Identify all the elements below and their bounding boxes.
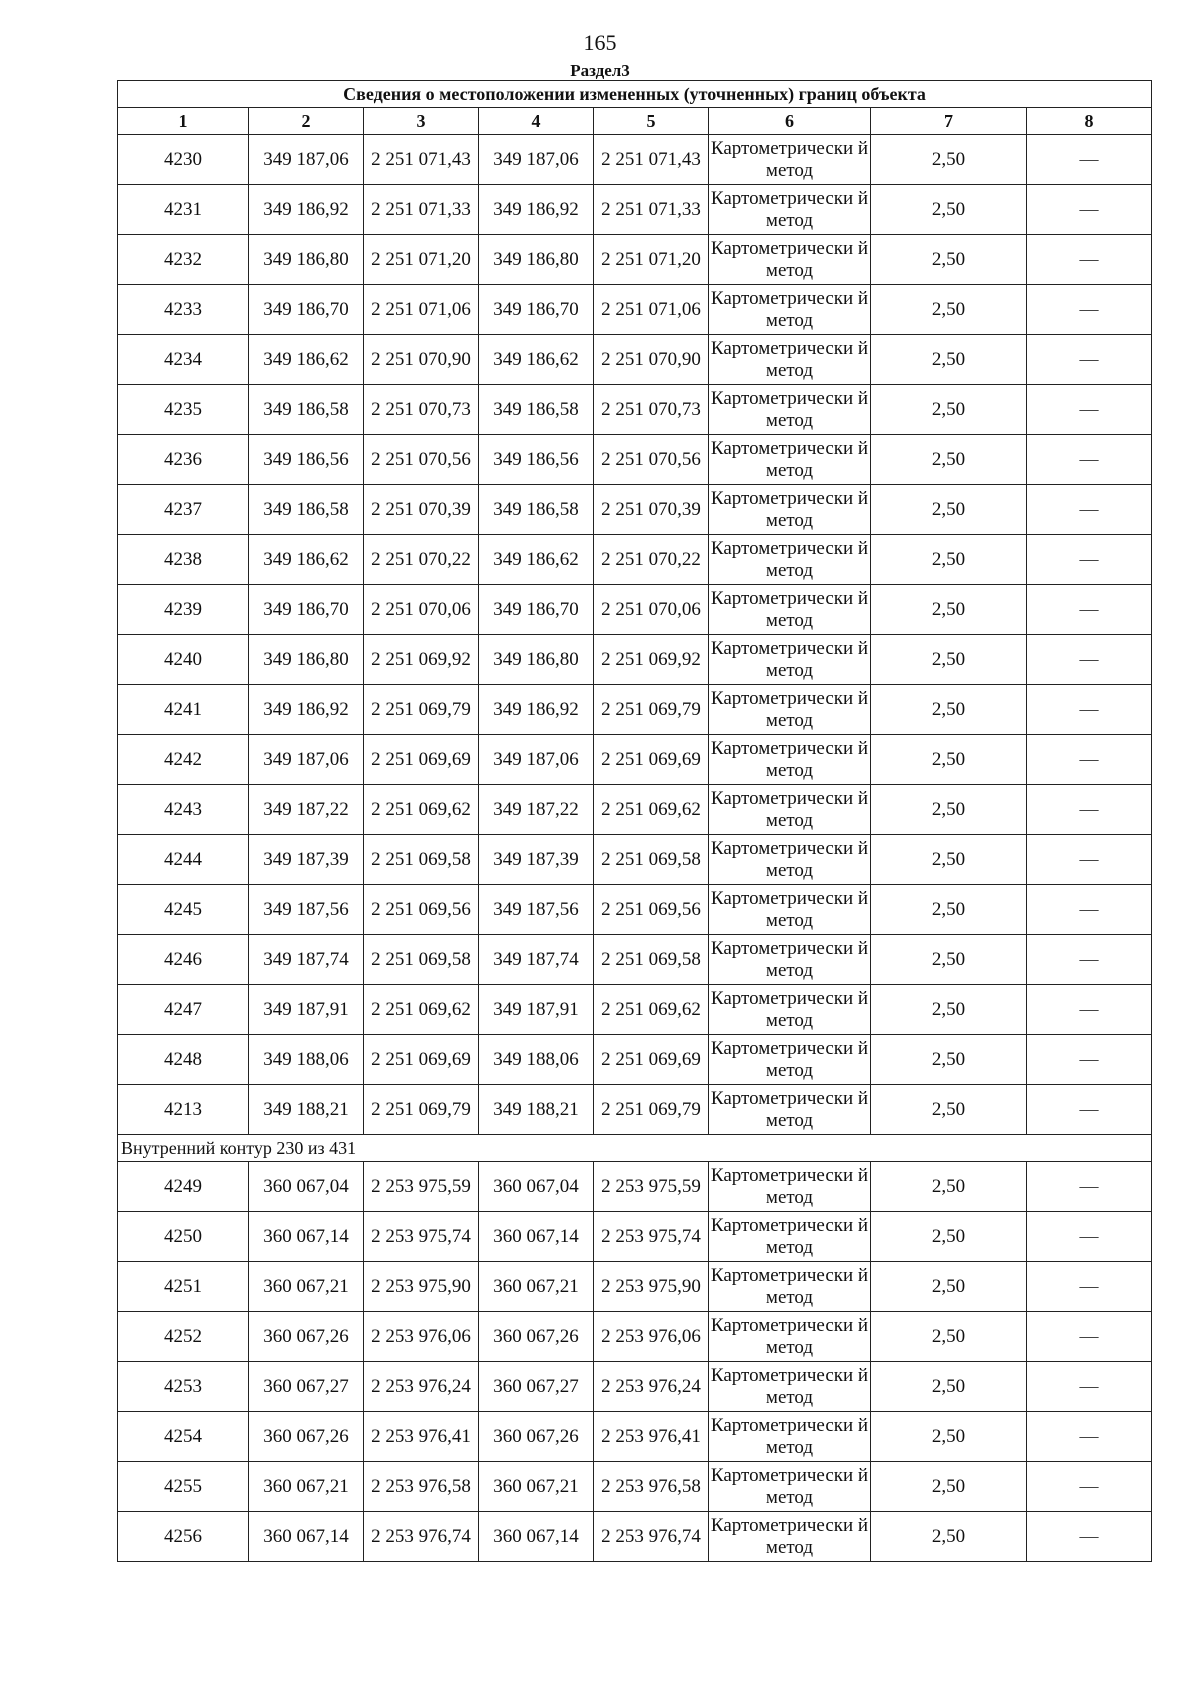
- table-cell-col-1: 4232: [118, 235, 249, 285]
- table-cell-col-8: —: [1027, 935, 1152, 985]
- table-cell-col-4: 360 067,14: [479, 1212, 594, 1262]
- table-cell-col-7: 2,50: [871, 135, 1027, 185]
- table-cell-col-6: Картометрически й метод: [709, 335, 871, 385]
- table-cell-col-6: Картометрически й метод: [709, 1162, 871, 1212]
- table-cell-col-4: 349 186,80: [479, 235, 594, 285]
- table-cell-col-8: —: [1027, 1085, 1152, 1135]
- table-cell-col-8: —: [1027, 885, 1152, 935]
- table-cell-col-3: 2 251 069,56: [364, 885, 479, 935]
- table-cell-col-4: 349 186,80: [479, 635, 594, 685]
- table-cell-col-3: 2 253 975,74: [364, 1212, 479, 1262]
- table-cell-col-5: 2 251 069,69: [594, 735, 709, 785]
- table-cell-col-6: Картометрически й метод: [709, 585, 871, 635]
- table-cell-col-1: 4237: [118, 485, 249, 535]
- table-cell-col-7: 2,50: [871, 635, 1027, 685]
- table-cell-col-7: 2,50: [871, 935, 1027, 985]
- table-cell-col-5: 2 251 070,06: [594, 585, 709, 635]
- table-cell-col-2: 349 187,39: [249, 835, 364, 885]
- table-cell-col-2: 349 186,58: [249, 385, 364, 435]
- table-cell-col-6: Картометрически й метод: [709, 1035, 871, 1085]
- table-row: [118, 1085, 1152, 1135]
- table-cell-col-6: Картометрически й метод: [709, 935, 871, 985]
- table-cell-col-4: 349 186,92: [479, 685, 594, 735]
- table-cell-col-4: 349 187,56: [479, 885, 594, 935]
- table-cell-col-1: 4253: [118, 1362, 249, 1412]
- table-cell-col-5: 2 253 975,74: [594, 1212, 709, 1262]
- table-cell-col-2: 349 186,58: [249, 485, 364, 535]
- table-cell-col-3: 2 253 976,06: [364, 1312, 479, 1362]
- table-cell-col-5: 2 251 070,56: [594, 435, 709, 485]
- table-cell-col-2: 349 186,80: [249, 235, 364, 285]
- table-cell-col-4: 349 186,62: [479, 335, 594, 385]
- table-cell-col-6: Картометрически й метод: [709, 1462, 871, 1512]
- table-cell-col-4: 349 188,21: [479, 1085, 594, 1135]
- table-cell-col-3: 2 251 071,20: [364, 235, 479, 285]
- table-row: [118, 185, 1152, 235]
- table-cell-col-5: 2 253 976,74: [594, 1512, 709, 1562]
- table-cell-col-3: 2 251 069,62: [364, 785, 479, 835]
- table-cell-col-1: 4249: [118, 1162, 249, 1212]
- table-cell-col-4: 360 067,21: [479, 1462, 594, 1512]
- table-cell-col-7: 2,50: [871, 1212, 1027, 1262]
- table-cell-col-5: 2 251 069,92: [594, 635, 709, 685]
- table-cell-col-1: 4243: [118, 785, 249, 835]
- table-cell-col-1: 4247: [118, 985, 249, 1035]
- table-cell-col-8: —: [1027, 835, 1152, 885]
- table-cell-col-7: 2,50: [871, 985, 1027, 1035]
- table-cell-col-7: 2,50: [871, 1312, 1027, 1362]
- table-row: [118, 1312, 1152, 1362]
- contour-label: Внутренний контур 230 из 431: [118, 1135, 1152, 1162]
- table-row: [118, 1262, 1152, 1312]
- table-cell-col-5: 2 253 976,41: [594, 1412, 709, 1462]
- table-cell-col-4: 349 186,62: [479, 535, 594, 585]
- table-cell-col-4: 349 186,58: [479, 485, 594, 535]
- table-row: [118, 285, 1152, 335]
- table-cell-col-3: 2 251 069,92: [364, 635, 479, 685]
- table-row: [118, 635, 1152, 685]
- table-cell-col-2: 349 186,80: [249, 635, 364, 685]
- table-row: [118, 1035, 1152, 1085]
- table-row: [118, 785, 1152, 835]
- table-cell-col-6: Картометрически й метод: [709, 385, 871, 435]
- table-cell-col-6: Картометрически й метод: [709, 835, 871, 885]
- table-cell-col-8: —: [1027, 1512, 1152, 1562]
- table-cell-col-4: 349 187,91: [479, 985, 594, 1035]
- table-cell-col-8: —: [1027, 285, 1152, 335]
- table-cell-col-3: 2 251 070,06: [364, 585, 479, 635]
- table-cell-col-8: —: [1027, 1262, 1152, 1312]
- table-cell-col-3: 2 253 975,90: [364, 1262, 479, 1312]
- table-row: [118, 585, 1152, 635]
- table-cell-col-5: 2 251 071,06: [594, 285, 709, 335]
- table-cell-col-1: 4234: [118, 335, 249, 385]
- table-cell-col-7: 2,50: [871, 735, 1027, 785]
- table-cell-col-4: 349 187,22: [479, 785, 594, 835]
- table-cell-col-2: 360 067,14: [249, 1512, 364, 1562]
- table-cell-col-1: 4230: [118, 135, 249, 185]
- table-cell-col-4: 360 067,27: [479, 1362, 594, 1412]
- table-cell-col-8: —: [1027, 585, 1152, 635]
- table-cell-col-2: 360 067,27: [249, 1362, 364, 1412]
- table-cell-col-1: 4255: [118, 1462, 249, 1512]
- table-cell-col-4: 349 188,06: [479, 1035, 594, 1085]
- table-cell-col-2: 360 067,14: [249, 1212, 364, 1262]
- table-cell-col-6: Картометрически й метод: [709, 735, 871, 785]
- table-cell-col-6: Картометрически й метод: [709, 535, 871, 585]
- table-cell-col-5: 2 251 070,22: [594, 535, 709, 585]
- table-cell-col-2: 349 186,92: [249, 685, 364, 735]
- table-cell-col-3: 2 251 071,06: [364, 285, 479, 335]
- table-cell-col-3: 2 253 975,59: [364, 1162, 479, 1212]
- table-row: [118, 735, 1152, 785]
- column-header-5: 5: [594, 108, 709, 135]
- column-header-6: 6: [709, 108, 871, 135]
- table-cell-col-8: —: [1027, 685, 1152, 735]
- table-cell-col-1: 4235: [118, 385, 249, 435]
- table-row: [118, 535, 1152, 585]
- table-cell-col-5: 2 253 975,90: [594, 1262, 709, 1312]
- table-cell-col-5: 2 251 071,43: [594, 135, 709, 185]
- rows-group-b: [118, 1162, 1152, 1562]
- table-cell-col-6: Картометрически й метод: [709, 635, 871, 685]
- table-cell-col-1: 4238: [118, 535, 249, 585]
- table-cell-col-1: 4254: [118, 1412, 249, 1462]
- table-row: [118, 835, 1152, 885]
- table-cell-col-2: 360 067,26: [249, 1412, 364, 1462]
- table-cell-col-4: 349 187,06: [479, 735, 594, 785]
- table-row: [118, 1162, 1152, 1212]
- rows-group-a: [118, 135, 1152, 1135]
- table-cell-col-2: 349 186,56: [249, 435, 364, 485]
- table-cell-col-8: —: [1027, 1312, 1152, 1362]
- table-cell-col-3: 2 251 069,58: [364, 835, 479, 885]
- table-cell-col-6: Картометрически й метод: [709, 1262, 871, 1312]
- table-cell-col-4: 349 186,92: [479, 185, 594, 235]
- table-cell-col-1: 4256: [118, 1512, 249, 1562]
- table-cell-col-7: 2,50: [871, 1162, 1027, 1212]
- table-cell-col-1: 4251: [118, 1262, 249, 1312]
- table-cell-col-1: 4248: [118, 1035, 249, 1085]
- table-cell-col-6: Картометрически й метод: [709, 1312, 871, 1362]
- table-row: [118, 1512, 1152, 1562]
- table-cell-col-4: 360 067,26: [479, 1412, 594, 1462]
- table-cell-col-6: Картометрически й метод: [709, 435, 871, 485]
- table-cell-col-5: 2 251 070,39: [594, 485, 709, 535]
- table-cell-col-4: 349 186,70: [479, 285, 594, 335]
- table-cell-col-6: Картометрически й метод: [709, 1085, 871, 1135]
- table-cell-col-2: 349 186,92: [249, 185, 364, 235]
- table-cell-col-2: 349 187,56: [249, 885, 364, 935]
- table-cell-col-2: 349 187,91: [249, 985, 364, 1035]
- table-cell-col-7: 2,50: [871, 1512, 1027, 1562]
- table-cell-col-7: 2,50: [871, 785, 1027, 835]
- table-cell-col-7: 2,50: [871, 335, 1027, 385]
- table-cell-col-2: 349 188,06: [249, 1035, 364, 1085]
- table-cell-col-7: 2,50: [871, 435, 1027, 485]
- table-cell-col-7: 2,50: [871, 1035, 1027, 1085]
- table-cell-col-8: —: [1027, 1412, 1152, 1462]
- table-cell-col-7: 2,50: [871, 185, 1027, 235]
- table-cell-col-4: 349 187,74: [479, 935, 594, 985]
- table-cell-col-6: Картометрически й метод: [709, 885, 871, 935]
- table-cell-col-1: 4213: [118, 1085, 249, 1135]
- table-cell-col-8: —: [1027, 435, 1152, 485]
- table-cell-col-4: 349 187,06: [479, 135, 594, 185]
- table-cell-col-5: 2 251 069,62: [594, 985, 709, 1035]
- table-cell-col-7: 2,50: [871, 385, 1027, 435]
- table-cell-col-2: 360 067,21: [249, 1262, 364, 1312]
- table-cell-col-3: 2 251 071,43: [364, 135, 479, 185]
- table-cell-col-5: 2 251 069,69: [594, 1035, 709, 1085]
- table-caption: Сведения о местоположении измененных (уточненных) границ объекта: [118, 81, 1152, 108]
- table-cell-col-7: 2,50: [871, 1462, 1027, 1512]
- table-cell-col-3: 2 251 070,73: [364, 385, 479, 435]
- table-cell-col-4: 349 186,58: [479, 385, 594, 435]
- table-cell-col-8: —: [1027, 335, 1152, 385]
- table-cell-col-3: 2 251 069,69: [364, 735, 479, 785]
- table-cell-col-1: 4242: [118, 735, 249, 785]
- table-cell-col-7: 2,50: [871, 1085, 1027, 1135]
- table-cell-col-7: 2,50: [871, 1262, 1027, 1312]
- table-cell-col-6: Картометрически й метод: [709, 135, 871, 185]
- table-cell-col-3: 2 251 071,33: [364, 185, 479, 235]
- table-cell-col-5: 2 251 070,90: [594, 335, 709, 385]
- table-row: [118, 685, 1152, 735]
- table-cell-col-2: 360 067,26: [249, 1312, 364, 1362]
- column-header-3: 3: [364, 108, 479, 135]
- table-cell-col-7: 2,50: [871, 485, 1027, 535]
- table-cell-col-3: 2 251 070,22: [364, 535, 479, 585]
- table-cell-col-5: 2 251 071,33: [594, 185, 709, 235]
- boundary-table: [117, 80, 1152, 1562]
- table-cell-col-3: 2 253 976,58: [364, 1462, 479, 1512]
- table-cell-col-8: —: [1027, 135, 1152, 185]
- table-cell-col-6: Картометрически й метод: [709, 785, 871, 835]
- table-cell-col-7: 2,50: [871, 1412, 1027, 1462]
- table-cell-col-1: 4246: [118, 935, 249, 985]
- table-cell-col-5: 2 253 976,06: [594, 1312, 709, 1362]
- table-cell-col-3: 2 251 070,39: [364, 485, 479, 535]
- table-cell-col-1: 4252: [118, 1312, 249, 1362]
- table-row: [118, 335, 1152, 385]
- table-cell-col-3: 2 251 070,90: [364, 335, 479, 385]
- table-cell-col-3: 2 253 976,24: [364, 1362, 479, 1412]
- table-cell-col-5: 2 251 069,56: [594, 885, 709, 935]
- table-row: [118, 1412, 1152, 1462]
- table-row: [118, 1212, 1152, 1262]
- table-cell-col-2: 360 067,21: [249, 1462, 364, 1512]
- table-cell-col-2: 349 186,70: [249, 285, 364, 335]
- column-header-1: 1: [118, 108, 249, 135]
- table-row: [118, 935, 1152, 985]
- table-cell-col-2: 349 188,21: [249, 1085, 364, 1135]
- table-cell-col-5: 2 251 071,20: [594, 235, 709, 285]
- table-cell-col-1: 4245: [118, 885, 249, 935]
- column-header-8: 8: [1027, 108, 1152, 135]
- table-cell-col-3: 2 251 069,69: [364, 1035, 479, 1085]
- table-cell-col-1: 4240: [118, 635, 249, 685]
- table-cell-col-6: Картометрически й метод: [709, 1362, 871, 1412]
- table-cell-col-7: 2,50: [871, 885, 1027, 935]
- table-cell-col-8: —: [1027, 1212, 1152, 1262]
- table-row: [118, 985, 1152, 1035]
- table-cell-col-1: 4231: [118, 185, 249, 235]
- table-cell-col-6: Картометрически й метод: [709, 235, 871, 285]
- table-cell-col-2: 349 186,62: [249, 335, 364, 385]
- table-cell-col-8: —: [1027, 985, 1152, 1035]
- table-cell-col-3: 2 251 070,56: [364, 435, 479, 485]
- table-cell-col-6: Картометрически й метод: [709, 485, 871, 535]
- table-cell-col-6: Картометрически й метод: [709, 685, 871, 735]
- table-cell-col-6: Картометрически й метод: [709, 285, 871, 335]
- table-cell-col-5: 2 251 069,62: [594, 785, 709, 835]
- table-cell-col-5: 2 251 070,73: [594, 385, 709, 435]
- table-cell-col-6: Картометрически й метод: [709, 985, 871, 1035]
- table-cell-col-3: 2 251 069,58: [364, 935, 479, 985]
- table-row: [118, 885, 1152, 935]
- table-cell-col-2: 349 187,06: [249, 735, 364, 785]
- table-cell-col-2: 349 186,62: [249, 535, 364, 585]
- table-cell-col-4: 349 186,56: [479, 435, 594, 485]
- table-cell-col-5: 2 253 976,58: [594, 1462, 709, 1512]
- table-cell-col-8: —: [1027, 1462, 1152, 1512]
- table-cell-col-5: 2 251 069,79: [594, 685, 709, 735]
- table-cell-col-8: —: [1027, 1162, 1152, 1212]
- table-cell-col-1: 4241: [118, 685, 249, 735]
- table-cell-col-7: 2,50: [871, 535, 1027, 585]
- table-cell-col-7: 2,50: [871, 835, 1027, 885]
- table-cell-col-3: 2 251 069,79: [364, 685, 479, 735]
- table-row: [118, 1362, 1152, 1412]
- table-cell-col-6: Картометрически й метод: [709, 1512, 871, 1562]
- table-cell-col-2: 349 187,22: [249, 785, 364, 835]
- table-cell-col-3: 2 253 976,41: [364, 1412, 479, 1462]
- table-cell-col-5: 2 251 069,79: [594, 1085, 709, 1135]
- table-cell-col-4: 349 186,70: [479, 585, 594, 635]
- column-header-4: 4: [479, 108, 594, 135]
- table-cell-col-5: 2 253 976,24: [594, 1362, 709, 1412]
- table-cell-col-8: —: [1027, 535, 1152, 585]
- table-cell-col-8: —: [1027, 385, 1152, 435]
- table-cell-col-8: —: [1027, 635, 1152, 685]
- table-cell-col-3: 2 253 976,74: [364, 1512, 479, 1562]
- table-cell-col-6: Картометрически й метод: [709, 1212, 871, 1262]
- table-cell-col-3: 2 251 069,62: [364, 985, 479, 1035]
- table-cell-col-1: 4250: [118, 1212, 249, 1262]
- table-cell-col-3: 2 251 069,79: [364, 1085, 479, 1135]
- table-row: [118, 235, 1152, 285]
- section-title: Раздел3: [570, 61, 630, 80]
- table-cell-col-4: 360 067,26: [479, 1312, 594, 1362]
- table-cell-col-6: Картометрически й метод: [709, 1412, 871, 1462]
- table-cell-col-2: 349 186,70: [249, 585, 364, 635]
- table-cell-col-8: —: [1027, 485, 1152, 535]
- table-cell-col-2: 360 067,04: [249, 1162, 364, 1212]
- table-row: [118, 485, 1152, 535]
- table-cell-col-1: 4236: [118, 435, 249, 485]
- table-cell-col-8: —: [1027, 235, 1152, 285]
- table-cell-col-8: —: [1027, 785, 1152, 835]
- table-cell-col-4: 349 187,39: [479, 835, 594, 885]
- table-cell-col-8: —: [1027, 1362, 1152, 1412]
- table-cell-col-4: 360 067,14: [479, 1512, 594, 1562]
- table-cell-col-7: 2,50: [871, 685, 1027, 735]
- table-cell-col-7: 2,50: [871, 1362, 1027, 1412]
- table-cell-col-2: 349 187,06: [249, 135, 364, 185]
- table-cell-col-4: 360 067,21: [479, 1262, 594, 1312]
- table-cell-col-5: 2 251 069,58: [594, 935, 709, 985]
- column-header-2: 2: [249, 108, 364, 135]
- table-cell-col-4: 360 067,04: [479, 1162, 594, 1212]
- table-row: [118, 385, 1152, 435]
- table-cell-col-5: 2 251 069,58: [594, 835, 709, 885]
- table-cell-col-1: 4244: [118, 835, 249, 885]
- table-cell-col-8: —: [1027, 1035, 1152, 1085]
- page-number: 165: [583, 30, 617, 55]
- table-cell-col-7: 2,50: [871, 585, 1027, 635]
- table-row: [118, 135, 1152, 185]
- table-cell-col-8: —: [1027, 185, 1152, 235]
- table-cell-col-7: 2,50: [871, 235, 1027, 285]
- table-cell-col-1: 4233: [118, 285, 249, 335]
- table-row: [118, 1462, 1152, 1512]
- table-cell-col-7: 2,50: [871, 285, 1027, 335]
- table-cell-col-5: 2 253 975,59: [594, 1162, 709, 1212]
- table-cell-col-2: 349 187,74: [249, 935, 364, 985]
- table-cell-col-6: Картометрически й метод: [709, 185, 871, 235]
- header-row: [118, 108, 1152, 135]
- table-cell-col-8: —: [1027, 735, 1152, 785]
- column-header-7: 7: [871, 108, 1027, 135]
- table-row: [118, 435, 1152, 485]
- table-cell-col-1: 4239: [118, 585, 249, 635]
